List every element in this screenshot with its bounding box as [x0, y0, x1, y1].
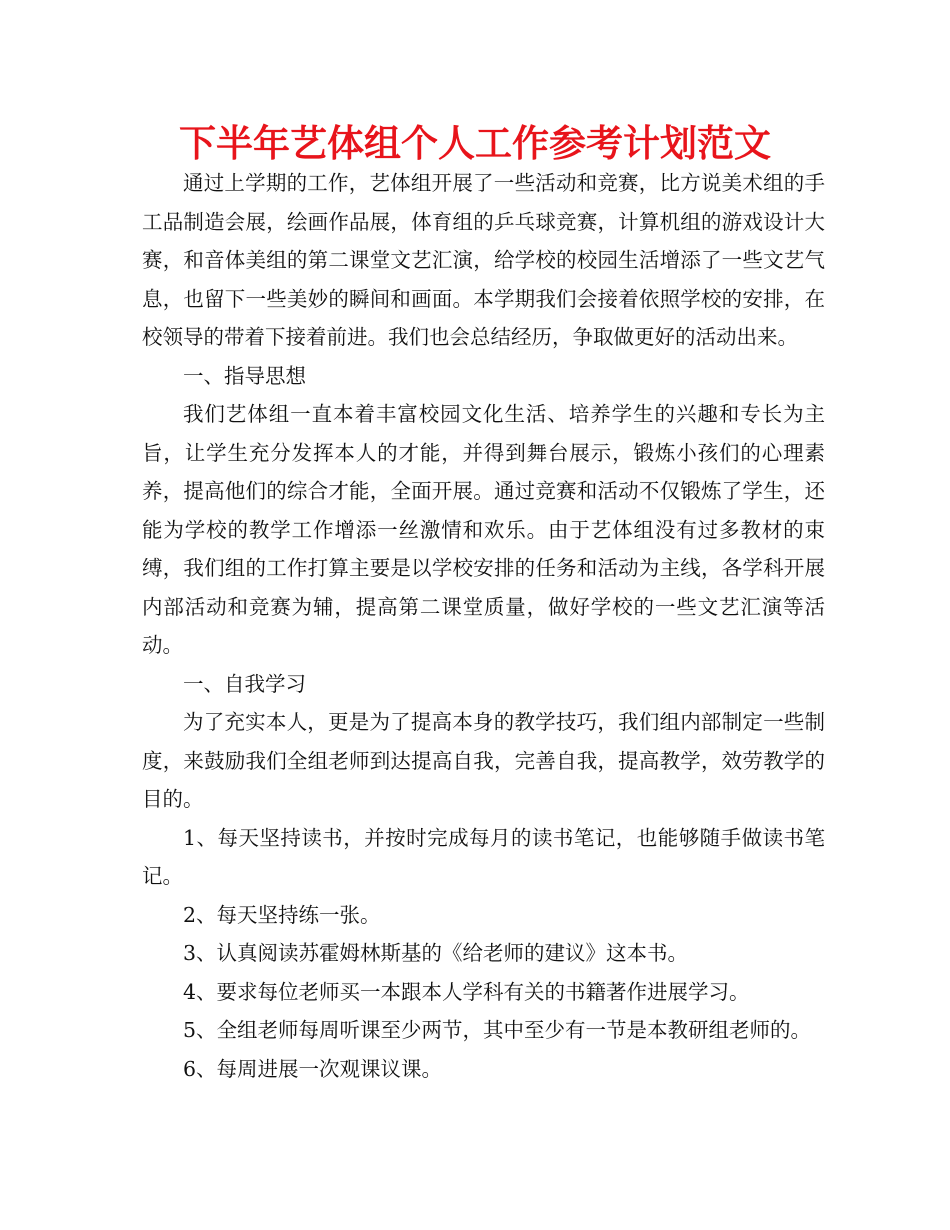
paragraph-guiding-thought: 我们艺体组一直本着丰富校园文化生活、培养学生的兴趣和专长为主旨，让学生充分发挥本人的才能，并得到舞台展示，锻炼小孩们的心理素养，提高他们的综合才能，全面开展。通过竞赛和活动不仅锻炼了学生，还能为学校的教学工作增添一丝激情和欢乐。由于艺体组没有过多教材的束缚，我们组的工作打算主要是以学校安排的任务和活动为主线，各学科开展内部活动和竞赛为辅，提高第二课堂质量，做好学校的一些文艺汇演等活动。 — [142, 402, 825, 657]
list-item-4: 4、要求每位老师买一本跟本人学科有关的书籍著作进展学习。 — [183, 979, 750, 1004]
list-item-1: 1、每天坚持读书，并按时完成每月的读书笔记，也能够随手做读书笔记。 — [142, 825, 825, 888]
paragraph-self-study: 为了充实本人，更是为了提高本身的教学技巧，我们组内部制定一些制度，来鼓励我们全组老师到达提高自我，完善自我，提高教学，效劳教学的目的。 — [142, 710, 825, 811]
list-item-2: 2、每天坚持练一张。 — [183, 902, 381, 927]
document-body — [142, 164, 825, 1088]
paragraph-intro: 通过上学期的工作，艺体组开展了一些活动和竞赛，比方说美术组的手工品制造会展，绘画作品展，体育组的乒乓球竞赛，计算机组的游戏设计大赛，和音体美组的第二课堂文艺汇演，给学校的校园生活增添了一些文艺气息，也留下一些美妙的瞬间和画面。本学期我们会接着依照学校的安排，在校领导的带着下接着前进。我们也会总结经历，争取做更好的活动出来。 — [142, 171, 825, 349]
list-item-5: 5、全组老师每周听课至少两节，其中至少有一节是本教研组老师的。 — [183, 1018, 812, 1042]
section-heading-guiding-thought: 一、指导思想 — [183, 363, 306, 388]
section-heading-self-study: 一、自我学习 — [183, 671, 306, 696]
list-item-6: 6、每周进展一次观课议课。 — [183, 1056, 443, 1081]
document-title: 下半年艺体组个人工作参考计划范文 — [179, 122, 771, 165]
list-item-3: 3、认真阅读苏霍姆林斯基的《给老师的建议》这本书。 — [183, 941, 689, 965]
